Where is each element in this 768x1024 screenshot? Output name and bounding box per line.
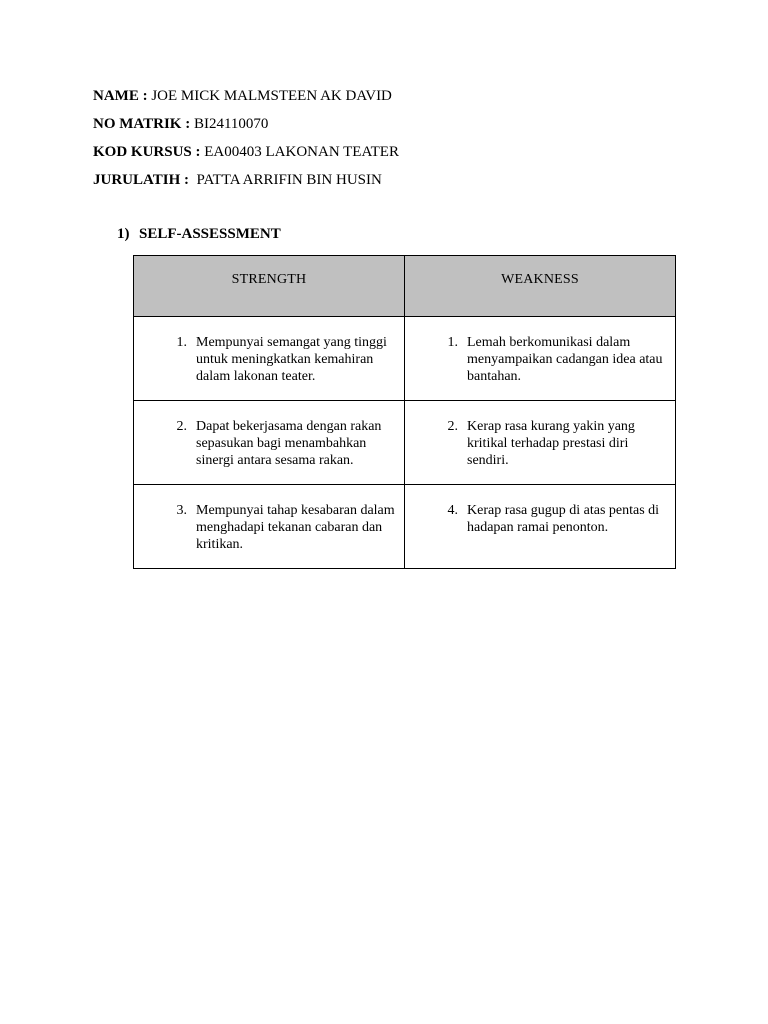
section-title: SELF-ASSESSMENT bbox=[139, 226, 281, 242]
strength-cell bbox=[134, 317, 405, 401]
coach-value: PATTA ARRIFIN BIN HUSIN bbox=[192, 172, 382, 188]
list-item bbox=[134, 334, 396, 385]
course-code-value: EA00403 LAKONAN TEATER bbox=[204, 144, 399, 160]
name-value: JOE MICK MALMSTEEN AK DAVID bbox=[151, 88, 392, 104]
table-header-row bbox=[134, 256, 676, 317]
self-assessment-table bbox=[133, 255, 676, 569]
strength-header: STRENGTH bbox=[134, 256, 405, 317]
item-text: Kerap rasa kurang yakin yang kritikal terhadap prestasi diri sendiri. bbox=[467, 419, 635, 468]
weakness-header: WEAKNESS bbox=[405, 256, 676, 317]
list-item bbox=[405, 334, 667, 385]
table-row bbox=[134, 485, 676, 569]
item-number: 4. bbox=[447, 503, 458, 518]
student-info bbox=[93, 86, 693, 198]
list-item bbox=[134, 502, 396, 553]
weakness-cell bbox=[405, 317, 676, 401]
list-item bbox=[405, 502, 667, 536]
weakness-cell bbox=[405, 401, 676, 485]
coach-label: JURULATIH : bbox=[93, 172, 189, 188]
list-item bbox=[134, 418, 396, 469]
list-item bbox=[405, 418, 667, 469]
table-row bbox=[134, 317, 676, 401]
item-number: 2. bbox=[176, 419, 187, 434]
course-code-label: KOD KURSUS : bbox=[93, 144, 201, 160]
item-number: 2. bbox=[447, 419, 458, 434]
section-heading bbox=[117, 226, 281, 243]
matric-value: BI24110070 bbox=[193, 116, 269, 132]
matric-line bbox=[93, 114, 693, 142]
name-line bbox=[93, 86, 693, 114]
item-number: 3. bbox=[176, 503, 187, 518]
weakness-cell bbox=[405, 485, 676, 569]
item-number: 1. bbox=[176, 335, 187, 350]
strength-cell bbox=[134, 401, 405, 485]
item-text: Mempunyai semangat yang tinggi untuk meningkatkan kemahiran dalam lakonan teater. bbox=[196, 335, 387, 384]
matric-label: NO MATRIK : bbox=[93, 116, 191, 132]
name-label: NAME : bbox=[93, 88, 148, 104]
item-text: Kerap rasa gugup di atas pentas di hadapan ramai penonton. bbox=[467, 503, 660, 535]
item-text: Mempunyai tahap kesabaran dalam menghadapi tekanan cabaran dan kritikan. bbox=[196, 503, 395, 552]
item-text: Lemah berkomunikasi dalam menyampaikan cadangan idea atau bantahan. bbox=[467, 335, 663, 384]
strength-cell bbox=[134, 485, 405, 569]
coach-line bbox=[93, 170, 693, 198]
course-code-line bbox=[93, 142, 693, 170]
section-number: 1) bbox=[117, 226, 130, 242]
item-number: 1. bbox=[447, 335, 458, 350]
item-text: Dapat bekerjasama dengan rakan sepasukan bagi menambahkan sinergi antara sesama rakan. bbox=[196, 419, 382, 468]
table-row bbox=[134, 401, 676, 485]
